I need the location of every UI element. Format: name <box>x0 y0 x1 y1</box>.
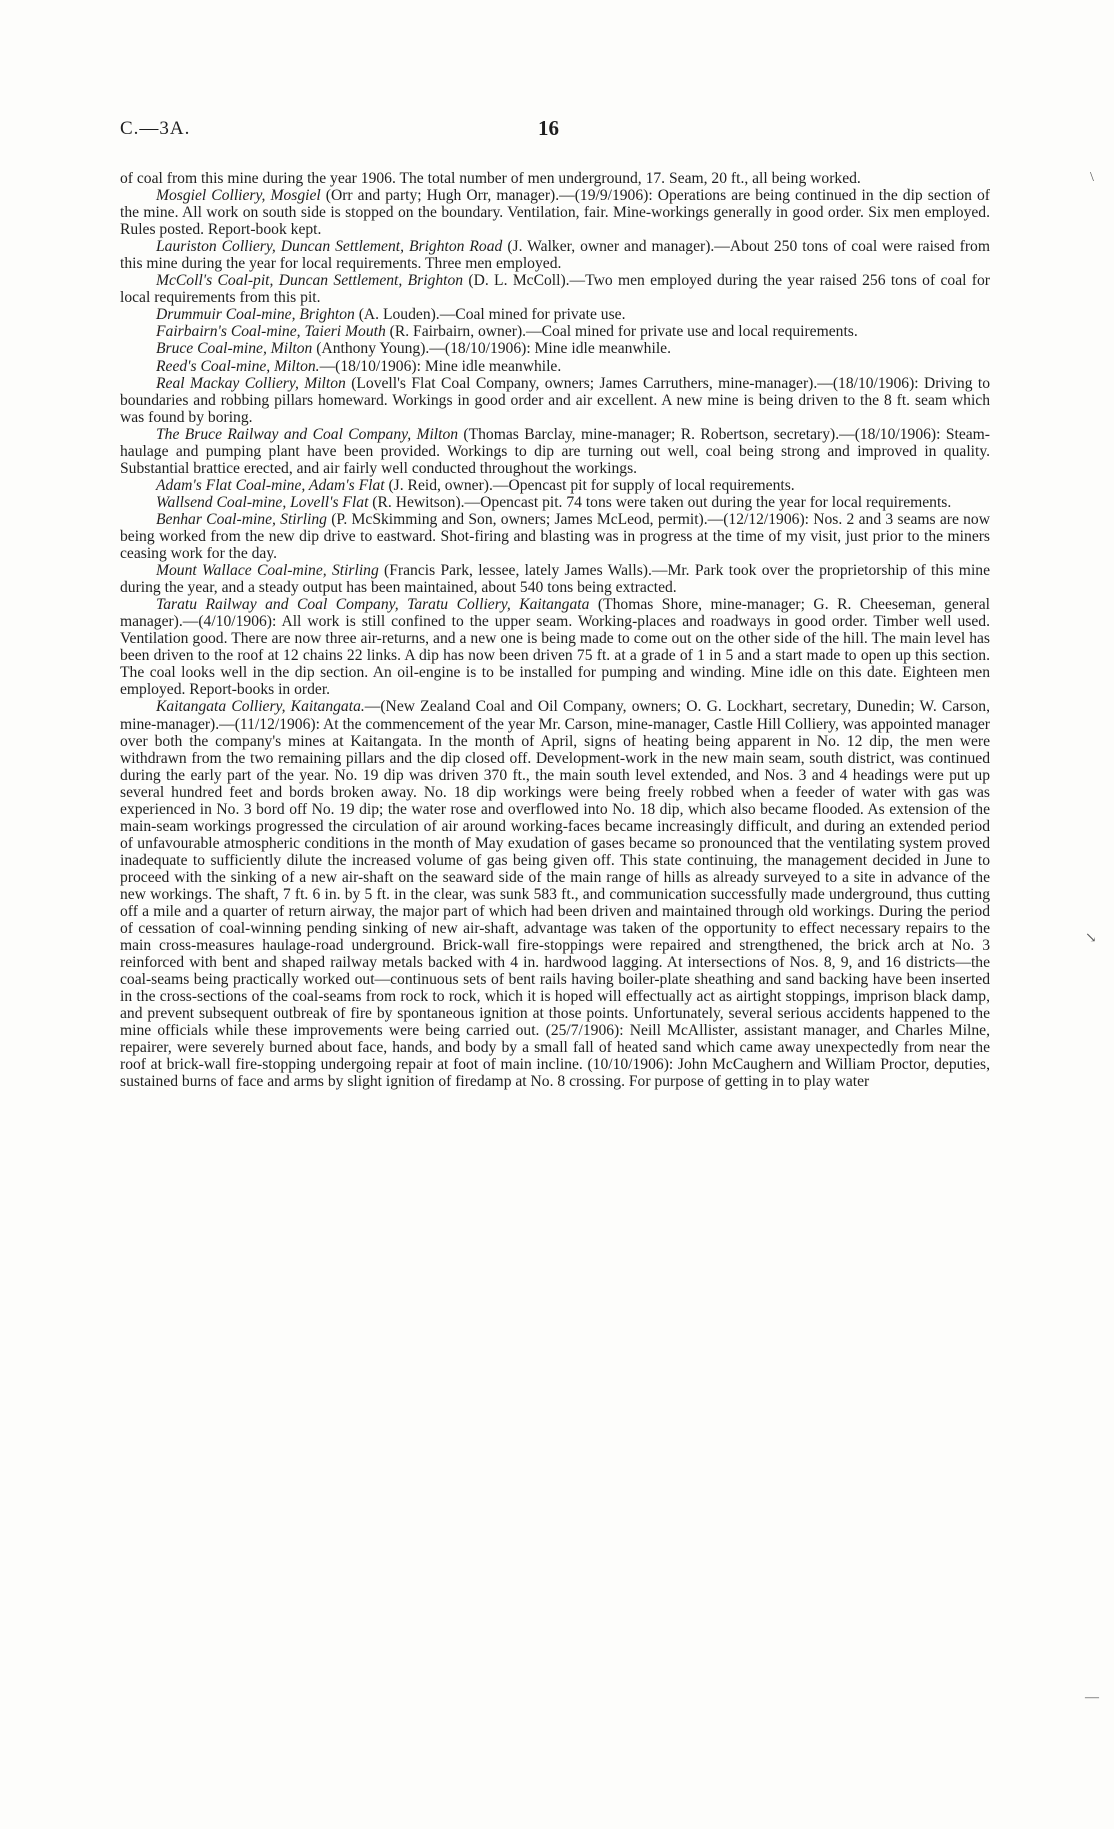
mine-heading: Lauriston Colliery, Duncan Settlement, Brighton Road <box>156 238 503 256</box>
paragraph: McColl's Coal-pit, Duncan Settlement, Brighton (D. L. McColl).—Two men employed during the year raised 256 tons of coal for local requirements from this pit. <box>120 272 990 307</box>
paragraph: Wallsend Coal-mine, Lovell's Flat (R. Hewitson).—Opencast pit. 74 tons were taken out during the year for local requirements. <box>156 493 952 511</box>
paragraph: Reed's Coal-mine, Milton.—(18/10/1906): Mine idle meanwhile. <box>156 357 562 375</box>
margin-mark: — <box>1085 1690 1099 1705</box>
paragraph: Real Mackay Colliery, Milton (Lovell's Flat Coal Company, owners; James Carruthers, mine-manager).—(18/10/1906): Driving to boundaries and robbing pillars homeward. Workings in good order and air excellent. A new mine is being driven to the 8 ft. seam which was found by boring. <box>120 374 991 426</box>
mine-heading: Taratu Railway and Coal Company, Taratu Colliery, Kaitangata <box>156 596 590 614</box>
mine-heading: Benhar Coal-mine, Stirling <box>156 510 327 528</box>
paragraph: Kaitangata Colliery, Kaitangata.—(New Zealand Coal and Oil Company, owners; O. G. Lockhart, secretary, Dunedin; W. Carson, mine-manager).—(11/12/1906): At the commencement of the year Mr. Carson, mine-manager, Castle Hill Colliery, was appointed manager over both the company's mines at Kaitangata. In the month of April, signs of heating being apparent in No. 12 dip, the men were withdrawn from the two remaining pillars and the dip closed off. Development-work in the new main seam, south district, was continued during the early part of the year. No. 19 dip was driven 370 ft., the main south level extended, and Nos. 3 and 4 headings were put up several hundred feet and bords broken away. No. 18 dip workings were being freely robbed when a feeder of water with gas was experienced in No. 3 bord off No. 19 dip; the water rose and overflowed into No. 18 dip, which also became flooded. As extension of the main-seam workings progressed the circulation of air around working-faces became increasingly difficult, and during an extended period of unfavourable atmospheric conditions in the month of May exudation of gases became so pronounced that the ventilating system proved inadequate to sufficiently dilute the increased volume of gas being given off. This state continuing, the management decided in June to proceed with the sinking of a new air-shaft on the seaward side of the main range of hills as already surveyed to a site in advance of the new workings. The shaft, 7 ft. 6 in. by 5 ft. in the clear, was sunk 583 ft., and communication successfully made underground, thus cutting off a mile and a quarter of return airway, the major part of which had been driven and maintained through old workings. During the period of cessation of coal-winning pending sinking of new air-shaft, advantage was taken of the opportunity to effect necessary repairs to the main cross-measures haulage-road underground. Brick-wall fire-stoppings were repaired and strengthened, the brick arch at No. 3 reinforced with bent and shaped railway metals backed with 4 in. hardwood lagging. At intersections of Nos. 8, 9, and 16 districts—the coal-seams being practically worked out—continuous sets of bent rails having boiler-plate sheathing and sand backing have been inserted in the cross-sections of the coal-seams from rock to rock, which it is hoped will effectually act as airtight stoppings, imprison black damp, and prevent subsequent outbreak of fire by spontaneous ignition at those points. Unfortunately, several serious accidents happened to the mine officials while these improvements were being carried out. (25/7/1906): Neill McAllister, assistant manager, and Charles Milne, repairer, were severely burned about face, hands, and body by a small fall of heated sand which came away unexpectedly from near the roof at brick-wall fire-stopping undergoing repair at foot of main incline. (10/10/1906): John McCaughern and William Proctor, deputies, sustained burns of face and arms by slight ignition of firedamp at No. 8 crossing. For purpose of getting in to play water <box>120 698 990 1091</box>
paragraph: The Bruce Railway and Coal Company, Milton (Thomas Barclay, mine-manager; R. Robertson, secretary).—(18/10/1906): Steam-haulage and pumping plant have been provided. Workings to dip are turning out well, coal being strong and improved in quality. Substantial brattice erected, and air fairly well conducted throughout the workings. <box>120 425 990 477</box>
paragraph: Mosgiel Colliery, Mosgiel (Orr and party; Hugh Orr, manager).—(19/9/1906): Operations are being continued in the dip section of the mine. All work on south side is stopped on the boundary. Ventilation, fair. Mine-workings generally in good order. Six men employed. Rules posted. Report-book kept. <box>120 187 990 239</box>
mine-heading: Fairbairn's Coal-mine, Taieri Mouth <box>156 323 386 341</box>
paragraph: Mount Wallace Coal-mine, Stirling (Francis Park, lessee, lately James Walls).—Mr. Park took over the proprietorship of this mine during the year, and a steady output has been maintained, about 540 tons being extracted. <box>120 562 990 597</box>
paragraph: Drummuir Coal-mine, Brighton (A. Louden).—Coal mined for private use. <box>156 306 626 324</box>
mine-heading: Kaitangata Colliery, Kaitangata. <box>156 698 365 716</box>
paragraph: Fairbairn's Coal-mine, Taieri Mouth (R. Fairbairn, owner).—Coal mined for private use and local requirements. <box>156 323 858 341</box>
paragraph: Lauriston Colliery, Duncan Settlement, Brighton Road (J. Walker, owner and manager).—About 250 tons of coal were raised from this mine during the year for local requirements. Three men employed. <box>120 238 990 273</box>
paragraph: Benhar Coal-mine, Stirling (P. McSkimming and Son, owners; James McLeod, permit).—(12/12/1906): Nos. 2 and 3 seams are now being worked from the new dip drive to eastward. Shot-firing and blasting was in progress at the time of my visit, just prior to the miners ceasing work for the day. <box>120 510 990 563</box>
mine-heading: Drummuir Coal-mine, Brighton <box>156 306 355 324</box>
paragraph: Adam's Flat Coal-mine, Adam's Flat (J. Reid, owner).—Opencast pit for supply of local requirements. <box>156 476 795 494</box>
document-code: C.—3A. <box>120 118 191 139</box>
mine-heading: Mosgiel Colliery, Mosgiel <box>156 187 321 205</box>
mine-heading: McColl's Coal-pit, Duncan Settlement, Brighton <box>156 272 464 290</box>
paragraph: of coal from this mine during the year 1906. The total number of men underground, 17. Seam, 20 ft., all being worked. <box>120 170 861 187</box>
mine-heading: Adam's Flat Coal-mine, Adam's Flat <box>156 476 385 494</box>
margin-mark: \ <box>1090 170 1094 185</box>
mine-heading: Wallsend Coal-mine, Lovell's Flat <box>156 493 369 511</box>
mine-heading: The Bruce Railway and Coal Company, Milton <box>156 425 459 443</box>
paragraph: Bruce Coal-mine, Milton (Anthony Young).—(18/10/1906): Mine idle meanwhile. <box>156 340 671 358</box>
margin-mark: ↘ <box>1085 931 1097 946</box>
mine-heading: Mount Wallace Coal-mine, Stirling <box>156 562 379 580</box>
paragraph: Taratu Railway and Coal Company, Taratu Colliery, Kaitangata (Thomas Shore, mine-manager; G. R. Cheeseman, general manager).—(4/10/1906): All work is still confined to the upper seam. Working-places and roadways in good order. Timber well used. Ventilation good. There are now three air-returns, and a new one is being made to come out on the other side of the hill. The main level has been driven to the roof at 12 chains 22 links. A dip has now been driven 75 ft. at a grade of 1 in 5 and a start made to open up this section. The coal looks well in the dip section. An oil-engine is to be installed for pumping and winding. Mine idle on this date. Eighteen men employed. Report-books in order. <box>120 596 990 699</box>
mine-heading: Reed's Coal-mine, Milton. <box>156 357 320 375</box>
body-text <box>120 170 990 1091</box>
mine-heading: Real Mackay Colliery, Milton <box>156 374 346 392</box>
page-header <box>120 118 990 148</box>
page-number: 16 <box>538 116 559 140</box>
mine-heading: Bruce Coal-mine, Milton <box>156 340 313 358</box>
